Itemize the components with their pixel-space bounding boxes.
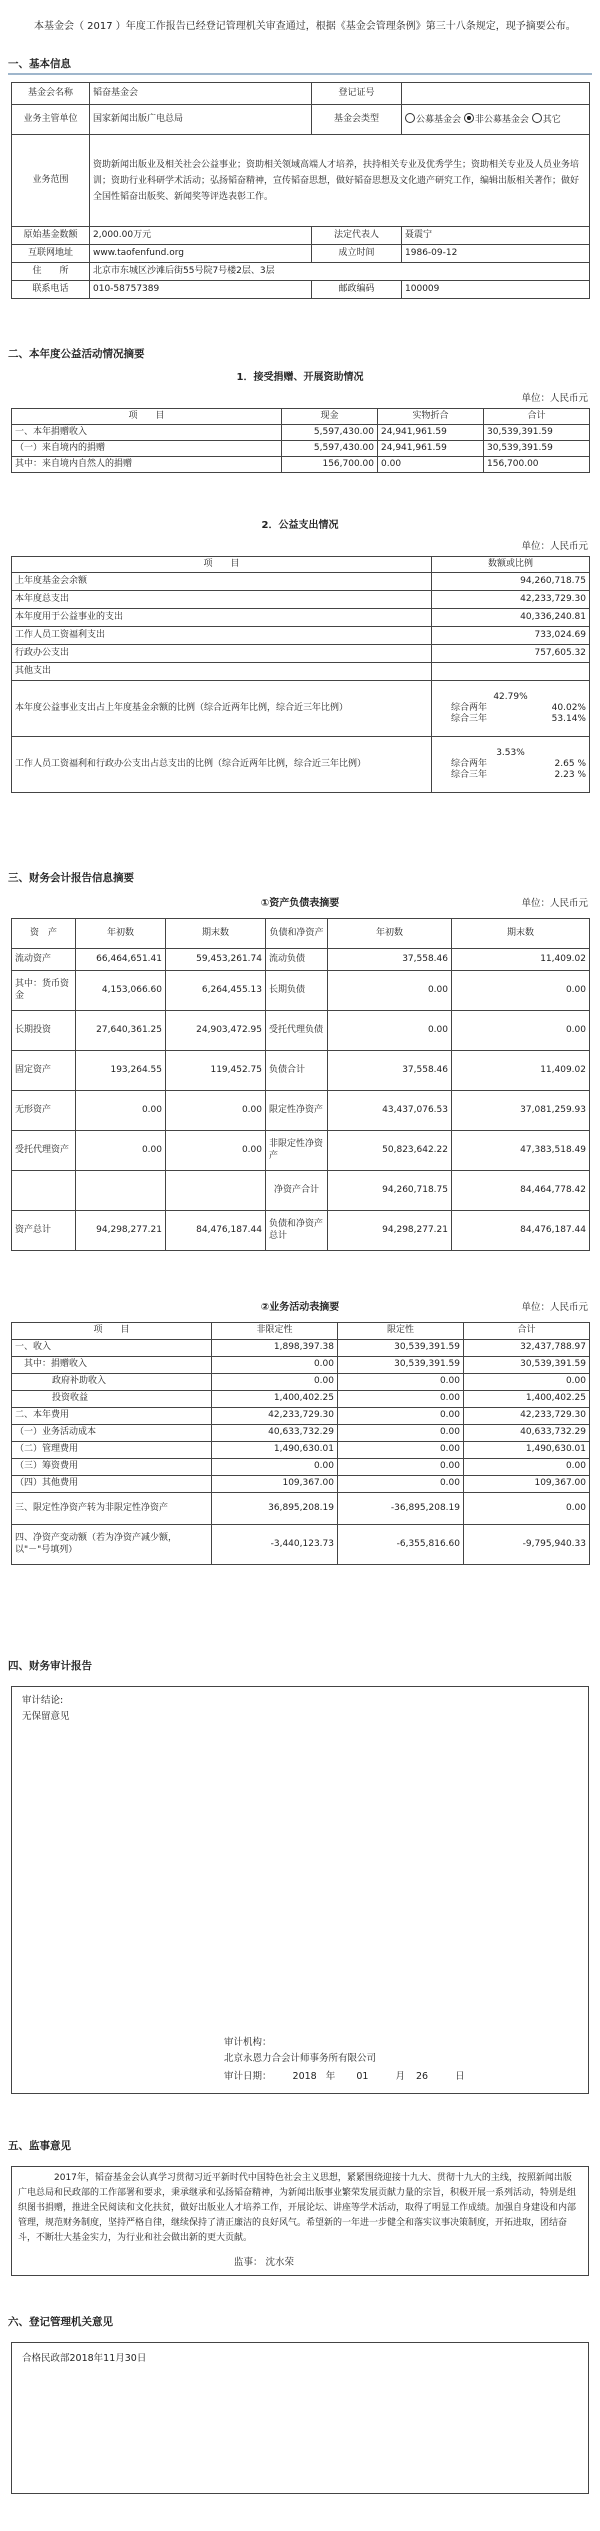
bs-cell: 66,464,651.41: [76, 949, 166, 971]
bs-cell: 限定性净资产: [266, 1091, 328, 1131]
donation-header: 现金: [282, 409, 378, 425]
expense-cell: 733,024.69: [432, 627, 590, 645]
donation-cell: 156,700.00: [484, 457, 590, 473]
bs-cell: 24,903,472.95: [166, 1011, 266, 1051]
phone-value: 010-58757389: [90, 281, 312, 299]
donation-cell: 24,941,961.59: [378, 425, 484, 441]
is-header: 限定性: [338, 1323, 464, 1340]
scope-value: 资助新闻出版业及相关社会公益事业；资助相关领域高端人才培养，扶持相关专业及优秀学生；资助相关专业及人员业务培训；资助行业科研学术活动；弘扬韬奋精神，宣传韬奋思想，做好韬奋思想及文化遗产研究工作，编辑出版相关著作；做好全国性韬奋出版奖、新闻奖等评选表彰工作。: [90, 135, 590, 227]
ratio2-three-label: 综合三年: [451, 770, 488, 781]
bs-cell: 0.00: [76, 1091, 166, 1131]
basic-info-table: [11, 82, 590, 299]
bs-cell: 84,464,778.42: [452, 1171, 590, 1211]
ratio1-two-row: [435, 703, 586, 714]
date-value: 1986-09-12: [402, 245, 590, 263]
audit-conclusion-label: 审计结论:: [22, 1695, 64, 1706]
donation-cell: 24,941,961.59: [378, 441, 484, 457]
is-cell: 0.00: [464, 1459, 590, 1476]
ratio1-values: [432, 681, 590, 737]
is-cell: 投资收益: [12, 1391, 212, 1408]
is-cell: -36,895,208.19: [338, 1493, 464, 1525]
expense-table: [11, 556, 590, 793]
phone-label: 联系电话: [12, 281, 90, 299]
table-row: [12, 1051, 590, 1091]
expense-table-unit: 单位：人民币元: [521, 541, 588, 552]
is-cell: 40,633,732.29: [212, 1425, 338, 1442]
type-options: [402, 105, 590, 135]
audit-date-year: 2018: [292, 2071, 317, 2082]
is-cell: 二、本年费用: [12, 1408, 212, 1425]
bs-header: 资 产: [12, 919, 76, 949]
bs-cell: 6,264,455.13: [166, 971, 266, 1011]
is-header: 合计: [464, 1323, 590, 1340]
web-value: www.taofenfund.org: [90, 245, 312, 263]
audit-date-month: 01: [356, 2071, 369, 2082]
bs-cell: 0.00: [452, 971, 590, 1011]
expense-cell: 40,336,240.81: [432, 609, 590, 627]
section-audit-title: 四、财务审计报告: [8, 1660, 92, 1672]
bs-cell: 43,437,076.53: [328, 1091, 452, 1131]
type-label: 基金会类型: [312, 105, 402, 135]
is-cell: 四、净资产变动额（若为净资产减少额，以"－"号填列）: [12, 1525, 212, 1565]
bs-cell: 37,081,259.93: [452, 1091, 590, 1131]
table-row: [12, 1374, 590, 1391]
expense-cell: 上年度基金会余额: [12, 573, 432, 591]
bs-cell: 193,264.55: [76, 1051, 166, 1091]
donation-table-title: 1．接受捐赠、开展资助情况: [236, 372, 364, 383]
income-statement-unit: 单位：人民币元: [521, 1302, 588, 1313]
ratio2-main: 3.53%: [496, 747, 525, 758]
table-row: [12, 457, 590, 473]
ratio2-two-row: [435, 759, 586, 770]
table-row: [12, 1340, 590, 1357]
audit-date-year-unit: 年: [325, 2071, 336, 2082]
expense-header: 数额或比例: [432, 557, 590, 573]
bs-cell: 受托代理负债: [266, 1011, 328, 1051]
donation-cell: 0.00: [378, 457, 484, 473]
audit-date-label: 审计日期：: [224, 2071, 272, 2082]
web-label: 互联网地址: [12, 245, 90, 263]
income-statement-table: [11, 1322, 590, 1565]
reg-value: [402, 83, 590, 105]
bs-cell: 非限定性净资产: [266, 1131, 328, 1171]
is-cell: 40,633,732.29: [464, 1425, 590, 1442]
is-cell: 其中：捐赠收入: [12, 1357, 212, 1374]
balance-sheet-title: ①资产负债表摘要: [260, 898, 340, 909]
bs-cell: 无形资产: [12, 1091, 76, 1131]
is-cell: 0.00: [212, 1357, 338, 1374]
audit-date-day: 26: [415, 2071, 429, 2082]
bs-cell: 50,823,642.22: [328, 1131, 452, 1171]
ratio1-label: 本年度公益事业支出占上年度基金余额的比例（综合近两年比例，综合近三年比例）: [12, 681, 432, 737]
table-row: [12, 1091, 590, 1131]
balance-sheet-unit: 单位：人民币元: [521, 898, 588, 909]
bs-cell: 84,476,187.44: [166, 1211, 266, 1251]
bs-cell: 59,453,261.74: [166, 949, 266, 971]
bs-cell: 0.00: [452, 1011, 590, 1051]
is-cell: 1,400,402.25: [212, 1391, 338, 1408]
is-cell: 42,233,729.30: [464, 1408, 590, 1425]
expense-cell: 94,260,718.75: [432, 573, 590, 591]
bs-cell: 11,409.02: [452, 949, 590, 971]
is-header: 非限定性: [212, 1323, 338, 1340]
bs-cell: 84,476,187.44: [452, 1211, 590, 1251]
fund-label: 原始基金数额: [12, 227, 90, 245]
bs-cell: 负债合计: [266, 1051, 328, 1091]
addr-value: 北京市东城区沙滩后街55号院7号楼2层、3层: [90, 263, 590, 281]
table-row: [12, 1476, 590, 1493]
expense-cell: 本年度用于公益事业的支出: [12, 609, 432, 627]
donation-cell: 一、本年捐赠收入: [12, 425, 282, 441]
donation-table-unit: 单位：人民币元: [521, 393, 588, 404]
table-row: [12, 425, 590, 441]
name-label: 基金会名称: [12, 83, 90, 105]
donation-cell: 5,597,430.00: [282, 425, 378, 441]
radio-other-icon: [532, 113, 542, 123]
is-cell: 0.00: [338, 1374, 464, 1391]
is-cell: 30,539,391.59: [338, 1340, 464, 1357]
audit-conclusion: 无保留意见: [22, 1711, 70, 1722]
expense-cell: 本年度总支出: [12, 591, 432, 609]
donation-header: 实物折合: [378, 409, 484, 425]
is-cell: （三）筹资费用: [12, 1459, 212, 1476]
table-row: [12, 971, 590, 1011]
table-row: [12, 1493, 590, 1525]
is-cell: 0.00: [338, 1408, 464, 1425]
section-finance-title: 三、财务会计报告信息摘要: [8, 872, 134, 884]
is-cell: 0.00: [212, 1374, 338, 1391]
bs-cell: 受托代理资产: [12, 1131, 76, 1171]
supervision-signer-label: 监事：: [234, 2257, 263, 2268]
bs-header: 年初数: [76, 919, 166, 949]
type-option-nonpublic: 非公募基金会: [474, 114, 529, 125]
bs-cell: 负债和净资产总计: [266, 1211, 328, 1251]
is-cell: 0.00: [338, 1459, 464, 1476]
is-cell: 0.00: [338, 1442, 464, 1459]
audit-date-month-unit: 月: [395, 2071, 405, 2082]
bs-cell: [166, 1171, 266, 1211]
bs-cell: 长期负债: [266, 971, 328, 1011]
ratio1-three-label: 综合三年: [451, 714, 488, 725]
reg-label: 登记证号: [312, 83, 402, 105]
dept-label: 业务主管单位: [12, 105, 90, 135]
table-row: [12, 1357, 590, 1374]
supervision-sign-row: [234, 2257, 294, 2269]
section-registry-title: 六、登记管理机关意见: [8, 2316, 113, 2328]
is-cell: 0.00: [464, 1374, 590, 1391]
ratio2-two-label: 综合两年: [451, 758, 488, 769]
audit-date-row: [224, 2071, 524, 2083]
bs-cell: 27,640,361.25: [76, 1011, 166, 1051]
donation-cell: 30,539,391.59: [484, 441, 590, 457]
is-cell: 32,437,788.97: [464, 1340, 590, 1357]
bs-cell: 0.00: [328, 971, 452, 1011]
table-row: [12, 681, 590, 737]
is-cell: （二）管理费用: [12, 1442, 212, 1459]
donation-cell: （一）来自境内的捐赠: [12, 441, 282, 457]
table-row: [12, 737, 590, 793]
type-option-public: 公募基金会: [416, 114, 462, 125]
donation-cell: 其中：来自境内自然人的捐赠: [12, 457, 282, 473]
bs-cell: 0.00: [166, 1131, 266, 1171]
audit-box: [11, 1686, 589, 2094]
donation-header: 项 目: [12, 409, 282, 425]
bs-cell: 固定资产: [12, 1051, 76, 1091]
audit-org: 北京永恩力合会计师事务所有限公司: [224, 2053, 377, 2064]
type-option-other: 其它: [542, 114, 561, 125]
table-row: [12, 1171, 590, 1211]
bs-header: 期末数: [452, 919, 590, 949]
intro-text: 本基金会（ 2017 ）年度工作报告已经登记管理机关审查通过，根据《基金会管理条例》第三十八条规定，现予摘要公布。: [34, 21, 576, 32]
table-row: [12, 591, 590, 609]
bs-cell: 流动资产: [12, 949, 76, 971]
bs-header: 负债和净资产: [266, 919, 328, 949]
is-cell: （四）其他费用: [12, 1476, 212, 1493]
bs-header: 期末数: [166, 919, 266, 949]
table-row: [12, 1425, 590, 1442]
ratio1-two-label: 综合两年: [451, 702, 488, 713]
bs-cell: 净资产合计: [266, 1171, 328, 1211]
is-cell: 0.00: [212, 1459, 338, 1476]
ratio2-label: 工作人员工资福利和行政办公支出占总支出的比例（综合近两年比例，综合近三年比例）: [12, 737, 432, 793]
table-row: [12, 1211, 590, 1251]
table-row: [12, 663, 590, 681]
is-cell: 1,490,630.01: [464, 1442, 590, 1459]
is-cell: -9,795,940.33: [464, 1525, 590, 1565]
is-cell: 109,367.00: [464, 1476, 590, 1493]
radio-nonpublic-icon: [464, 113, 474, 123]
bs-cell: 11,409.02: [452, 1051, 590, 1091]
expense-cell: 工作人员工资福利支出: [12, 627, 432, 645]
is-cell: 1,400,402.25: [464, 1391, 590, 1408]
table-row: [12, 573, 590, 591]
audit-org-label: 审计机构：: [224, 2037, 272, 2048]
donation-cell: 156,700.00: [282, 457, 378, 473]
ratio2-values: [432, 737, 590, 793]
audit-date-day-unit: 日: [455, 2071, 465, 2082]
table-row: [12, 609, 590, 627]
is-cell: 0.00: [338, 1391, 464, 1408]
donation-cell: 30,539,391.59: [484, 425, 590, 441]
bs-cell: 资产总计: [12, 1211, 76, 1251]
bs-cell: 0.00: [328, 1011, 452, 1051]
is-cell: 0.00: [338, 1476, 464, 1493]
income-statement-title: ②业务活动表摘要: [260, 1302, 340, 1313]
table-row: [12, 441, 590, 457]
bs-cell: 94,260,718.75: [328, 1171, 452, 1211]
ratio1-three: 53.14%: [551, 714, 586, 725]
bs-cell: 0.00: [166, 1091, 266, 1131]
foundation-name: 韬奋基金会: [90, 83, 312, 105]
expense-cell: 其他支出: [12, 663, 432, 681]
section-welfare-title: 二、本年度公益活动情况摘要: [8, 348, 145, 360]
is-cell: 政府补助收入: [12, 1374, 212, 1391]
is-cell: 42,233,729.30: [212, 1408, 338, 1425]
bs-cell: 94,298,277.21: [328, 1211, 452, 1251]
table-row: [12, 1442, 590, 1459]
table-row: [12, 949, 590, 971]
is-cell: （一）业务活动成本: [12, 1425, 212, 1442]
table-row: [12, 1391, 590, 1408]
bs-cell: 94,298,277.21: [76, 1211, 166, 1251]
addr-label: 住 所: [12, 263, 90, 281]
bs-cell: 37,558.46: [328, 949, 452, 971]
radio-public-icon: [405, 113, 415, 123]
table-row: [12, 645, 590, 663]
bs-cell: 0.00: [76, 1131, 166, 1171]
is-cell: -3,440,123.73: [212, 1525, 338, 1565]
table-row: [12, 1408, 590, 1425]
bs-cell: 119,452.75: [166, 1051, 266, 1091]
supervision-text: 2017年，韬奋基金会认真学习贯彻习近平新时代中国特色社会主义思想，紧紧围绕迎接十九大、贯彻十九大的主线，按照新闻出版广电总局和民政部的工作部署和要求，秉承继承和弘扬韬奋精神，为新闻出版事业繁荣发展贡献力量的宗旨，积极开展一系列活动，特别是组织图书捐赠，推进全民阅读和文化扶贫，做好出版业人才培养工作，开展论坛、讲座等学术活动，取得了明显工作成绩。加强自身建设和内部管理，规范财务制度，坚持严格自律，继续保持了清正廉洁的良好风气。希望新的一年进一步健全和落实议事决策制度，开拓进取，团结奋斗，不断壮大基金实力，为行业和社会做出新的更大贡献。: [18, 2173, 577, 2243]
ratio1-main: 42.79%: [493, 691, 528, 702]
bs-cell: [12, 1171, 76, 1211]
expense-cell: 757,605.32: [432, 645, 590, 663]
is-cell: 一、收入: [12, 1340, 212, 1357]
bs-cell: 37,558.46: [328, 1051, 452, 1091]
table-row: [12, 1459, 590, 1476]
ratio2-two: 2.65 %: [554, 758, 586, 769]
ratio1-three-row: [435, 714, 586, 725]
dept-value: 国家新闻出版广电总局: [90, 105, 312, 135]
ratio1-two: 40.02%: [551, 702, 586, 713]
expense-cell: 行政办公支出: [12, 645, 432, 663]
is-cell: 30,539,391.59: [464, 1357, 590, 1374]
scope-label: 业务范围: [12, 135, 90, 227]
expense-table-title: 2．公益支出情况: [261, 520, 339, 531]
table-row: [12, 1525, 590, 1565]
expense-header: 项 目: [12, 557, 432, 573]
table-row: [12, 1011, 590, 1051]
donation-header: 合计: [484, 409, 590, 425]
bs-cell: 长期投资: [12, 1011, 76, 1051]
ratio2-three-row: [435, 770, 586, 781]
expense-cell: 42,233,729.30: [432, 591, 590, 609]
is-cell: 1,898,397.38: [212, 1340, 338, 1357]
post-label: 邮政编码: [312, 281, 402, 299]
ratio2-three: 2.23 %: [554, 770, 586, 781]
date-label: 成立时间: [312, 245, 402, 263]
section-supervision-title: 五、监事意见: [8, 2140, 71, 2152]
expense-cell: [432, 663, 590, 681]
is-cell: -6,355,816.60: [338, 1525, 464, 1565]
is-cell: 三、限定性净资产转为非限定性净资产: [12, 1493, 212, 1525]
bs-cell: 其中：货币资金: [12, 971, 76, 1011]
is-cell: 1,490,630.01: [212, 1442, 338, 1459]
legal-label: 法定代表人: [312, 227, 402, 245]
balance-sheet-table: [11, 918, 590, 1251]
supervision-box: [11, 2166, 589, 2276]
table-row: [12, 627, 590, 645]
donation-table: [11, 408, 590, 473]
supervision-signer: 沈水荣: [265, 2257, 295, 2268]
is-cell: 109,367.00: [212, 1476, 338, 1493]
is-cell: 36,895,208.19: [212, 1493, 338, 1525]
bs-cell: [76, 1171, 166, 1211]
is-header: 项 目: [12, 1323, 212, 1340]
legal-value: 聂震宁: [402, 227, 590, 245]
registry-box: [11, 2342, 589, 2494]
donation-cell: 5,597,430.00: [282, 441, 378, 457]
registry-text: 合格民政部2018年11月30日: [22, 2353, 147, 2364]
bs-header: 年初数: [328, 919, 452, 949]
fund-value: 2,000.00万元: [90, 227, 312, 245]
bs-cell: 4,153,066.60: [76, 971, 166, 1011]
table-row: [12, 1131, 590, 1171]
is-cell: 30,539,391.59: [338, 1357, 464, 1374]
post-value: 100009: [402, 281, 590, 299]
divider: [8, 73, 592, 75]
is-cell: 0.00: [338, 1425, 464, 1442]
bs-cell: 47,383,518.49: [452, 1131, 590, 1171]
is-cell: 0.00: [464, 1493, 590, 1525]
section-basic-title: 一、基本信息: [8, 58, 71, 70]
bs-cell: 流动负债: [266, 949, 328, 971]
